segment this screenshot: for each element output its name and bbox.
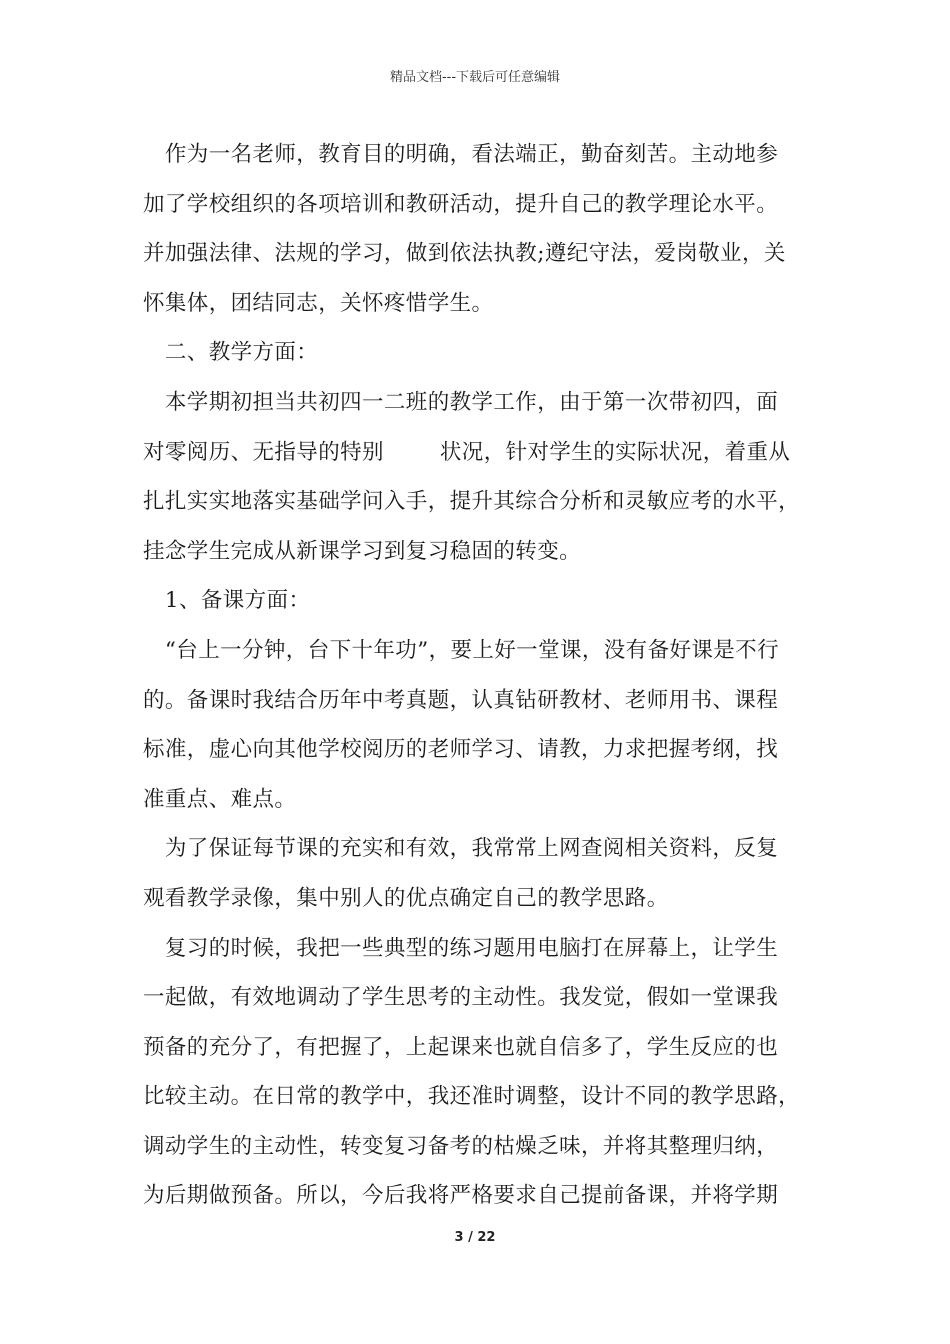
text-segment: 状况，针对学生的实际状况，着重从 bbox=[439, 439, 791, 465]
text-line: 怀集体，团结同志，关怀疼惜学生。 bbox=[143, 290, 494, 316]
text-line: 作为一名老师，教育目的明确，看法端正，勤奋刻苦。主动地参 bbox=[143, 142, 779, 167]
text-line: 复习的时候，我把一些典型的练习题用电脑打在屏幕上，让学生 bbox=[143, 935, 779, 961]
document-body bbox=[143, 130, 819, 1221]
text-line: 挂念学生完成从新课学习到复习稳固的转变。 bbox=[143, 538, 582, 564]
text-line: 为后期做预备。所以，今后我将严格要求自己提前备课，并将学期 bbox=[143, 1183, 779, 1209]
section-heading: 1、备课方面： bbox=[143, 588, 311, 614]
text-line: 加了学校组织的各项培训和教研活动，提升自己的教学理论水平。 bbox=[143, 191, 779, 217]
text-line: 并加强法律、法规的学习，做到依法执教;遵纪守法，爱岗敬业，关 bbox=[143, 241, 786, 267]
text-line: 观看教学录像，集中别人的优点确定自己的教学思路。 bbox=[143, 885, 669, 911]
text-line: 预备的充分了，有把握了，上起课来也就自信多了，学生反应的也 bbox=[143, 1034, 779, 1060]
page-header: 精品文档---下载后可任意编辑 bbox=[389, 70, 561, 85]
page-number: 3 / 22 bbox=[454, 1230, 496, 1245]
text-line: 调动学生的主动性，转变复习备考的枯燥乏味，并将其整理归纳， bbox=[143, 1133, 779, 1159]
text-segment: 对零阅历、无指导的特别 bbox=[143, 439, 384, 465]
text-line: 标准，虚心向其他学校阅历的老师学习、请教，力求把握考纲，找 bbox=[143, 737, 779, 763]
text-line: 本学期初担当共初四一二班的教学工作，由于第一次带初四，面 bbox=[143, 389, 779, 415]
text-line: 的。备课时我结合历年中考真题，认真钻研教材、老师用书、课程 bbox=[143, 687, 779, 713]
text-line: 准重点、难点。 bbox=[143, 786, 297, 812]
section-heading: 二、教学方面： bbox=[143, 340, 319, 366]
text-line: 扎扎实实地落实基础学问入手，提升其综合分析和灵敏应考的水平， bbox=[143, 489, 801, 515]
text-line: 一起做，有效地调动了学生思考的主动性。我发觉，假如一堂课我 bbox=[143, 985, 779, 1011]
text-line: 为了保证每节课的充实和有效，我常常上网查阅相关资料，反复 bbox=[143, 836, 779, 862]
text-line: 比较主动。在日常的教学中，我还准时调整，设计不同的教学思路， bbox=[143, 1084, 801, 1110]
text-line: “台上一分钟，台下十年功”，要上好一堂课，没有备好课是不行 bbox=[143, 637, 779, 663]
text-line-with-gap bbox=[143, 428, 819, 478]
